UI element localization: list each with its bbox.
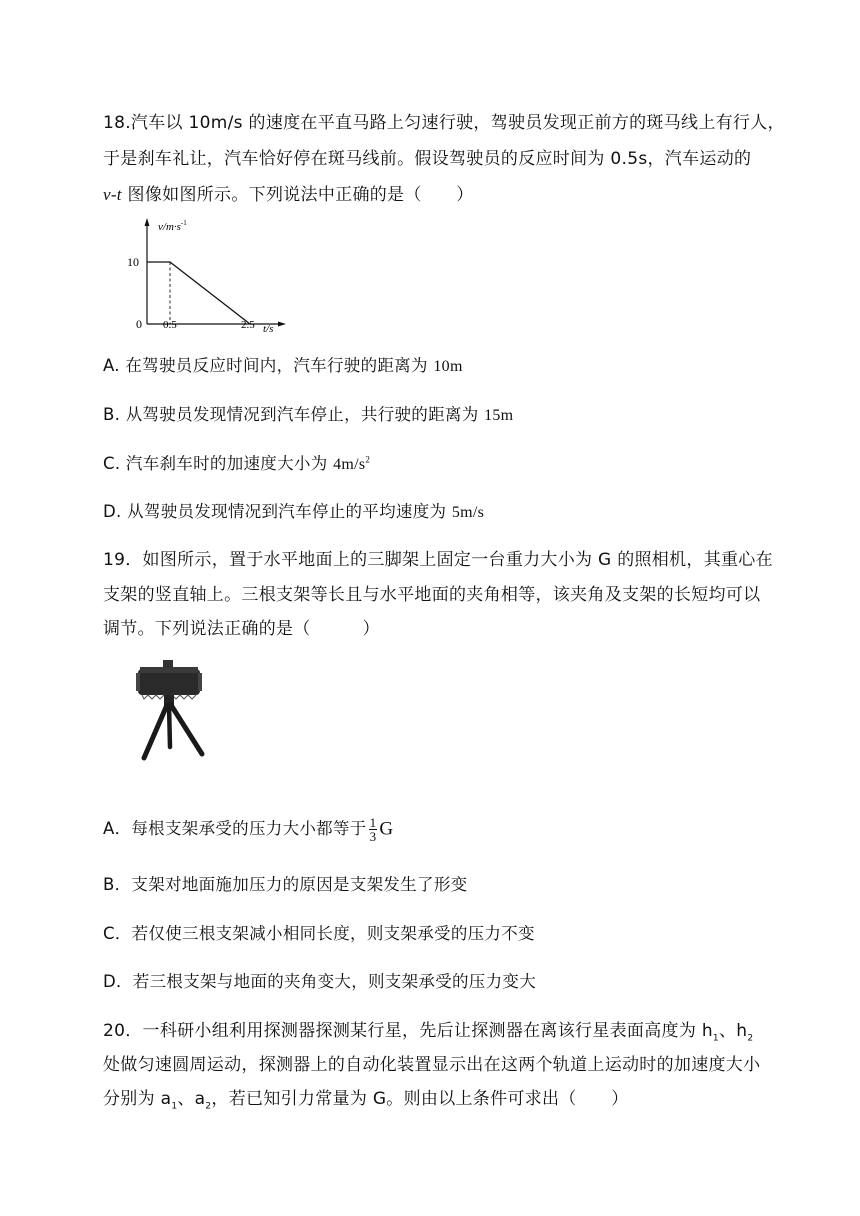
q18-line-3-rest: 图像如图所示。下列说法中正确的是（ ） (121, 185, 474, 205)
x-tick-0-5: 0.5 (163, 319, 177, 331)
q19-option-d: D．若三根支架与地面的夹角变大，则支架承受的压力变大 (103, 972, 537, 991)
y-axis-arrow (145, 218, 150, 226)
q18-option-c: C. 汽车刹车时的加速度大小为 $4m/s^2$ (103, 454, 371, 473)
q18-line-1: 18.汽车以 10m/s 的速度在平直马路上匀速行驶，驾驶员发现正前方的斑马线上有行人， (103, 113, 785, 133)
q20-line-2: 处做匀速圆周运动，探测器上的自动化装置显示出在这两个轨道上运动时的加速度大小 (103, 1055, 761, 1075)
q20-line-3: 分别为 $a_1$、$a_2$，若已知引力常量为 G。则由以上条件可求出（ ） (103, 1089, 629, 1112)
q18-vt-label: v-t (103, 185, 122, 204)
q18-line-3 (103, 180, 474, 205)
q20-line-1: 20．一科研小组利用探测器探测某行星，先后让探测器在离该行星表面高度为 $h_1$、$h_2$ (103, 1021, 754, 1044)
q18-line-2: 于是刹车礼让，汽车恰好停在斑马线前。假设驾驶员的反应时间为 0.5s，汽车运动的 (103, 149, 752, 169)
tripod-leg-left (144, 705, 167, 758)
x-axis-arrow (278, 322, 286, 327)
q18-option-a: A. 在驾驶员反应时间内，汽车行驶的距离为 10m (103, 356, 463, 375)
q19-option-a: A．每根支架承受的压力大小都等于 $\frac{1}{3}$ G (103, 815, 394, 844)
fraction-one-third: $\frac{1}{3}$ (369, 815, 377, 844)
q19-line-3: 调节。下列说法正确的是（ ） (103, 619, 380, 639)
x-axis-label: t/s (263, 323, 274, 335)
y-tick-10: 10 (127, 255, 139, 269)
q18-option-b: B. 从驾驶员发现情况到汽车停止，共行驶的距离为 15m (103, 405, 514, 424)
x-tick-2-5: 2.5 (241, 319, 255, 331)
q19-option-c: C．若仅使三根支架减小相同长度，则支架承受的压力不变 (103, 924, 535, 943)
origin-label: 0 (136, 317, 142, 331)
tripod-leg-right (171, 705, 202, 754)
vt-graph (118, 212, 298, 338)
y-axis-label: $v/m\cdot s^{-1}$ (158, 219, 187, 233)
q19-line-1: 19．如图所示，置于水平地面上的三脚架上固定一台重力大小为 G 的照相机，其重心在 (103, 550, 773, 570)
tripod-leg-center (169, 705, 170, 747)
q19-option-b: B．支架对地面施加压力的原因是支架发生了形变 (103, 875, 468, 894)
q18-option-d: D. 从驾驶员发现情况到汽车停止的平均速度为 5m/s (103, 502, 485, 521)
tripod-camera-image (130, 655, 210, 765)
q19-line-2: 支架的竖直轴上。三根支架等长且与水平地面的夹角相等，该夹角及支架的长短均可以 (103, 585, 761, 605)
velocity-line (147, 262, 250, 324)
